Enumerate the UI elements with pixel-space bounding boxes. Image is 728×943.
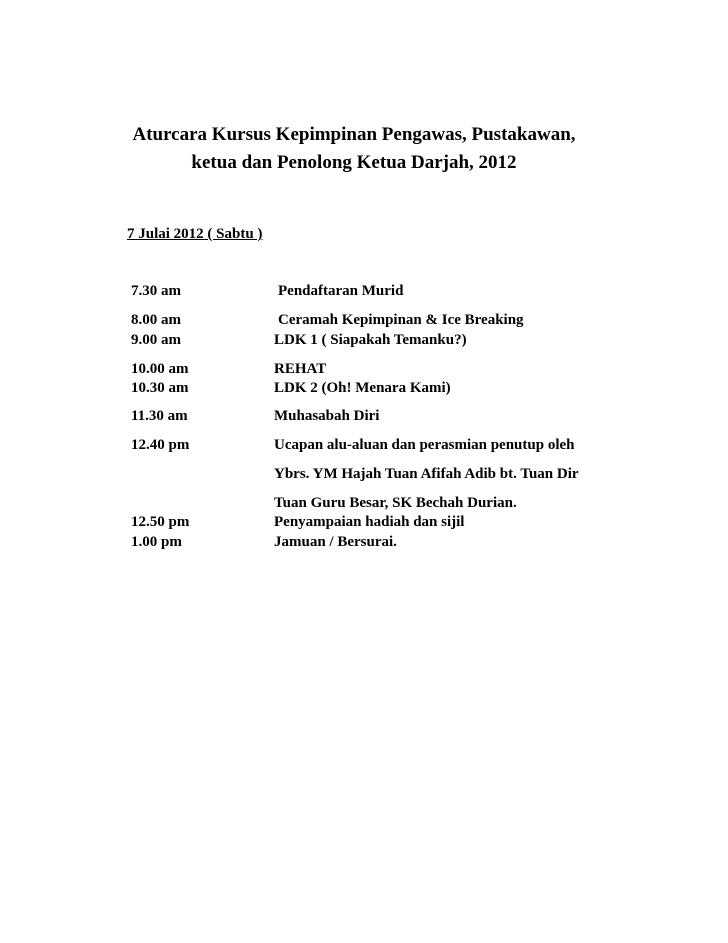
schedule-activity: LDK 2 (Oh! Menara Kami) — [274, 380, 451, 396]
schedule-activity: REHAT — [274, 361, 327, 377]
schedule-time: 11.30 am — [131, 408, 188, 424]
document-title-line-1: Aturcara Kursus Kepimpinan Pengawas, Pustakawan, — [132, 124, 576, 145]
schedule-activity: Jamuan / Bersurai. — [274, 534, 397, 550]
schedule-activity: Ybrs. YM Hajah Tuan Afifah Adib bt. Tuan Dir — [274, 466, 579, 482]
schedule-activity: Muhasabah Diri — [274, 408, 380, 424]
document-title-line-2: ketua dan Penolong Ketua Darjah, 2012 — [191, 152, 517, 173]
schedule-activity: Penyampaian hadiah dan sijil — [274, 514, 465, 530]
schedule-time: 9.00 am — [131, 332, 181, 348]
schedule-activity: Tuan Guru Besar, SK Bechah Durian. — [274, 495, 517, 511]
schedule-time: 1.00 pm — [131, 534, 182, 550]
schedule-time: 10.00 am — [131, 361, 189, 377]
schedule-time: 7.30 am — [131, 283, 181, 299]
schedule-time: 12.40 pm — [131, 437, 190, 453]
schedule-activity: LDK 1 ( Siapakah Temanku?) — [274, 332, 467, 348]
schedule-activity: Ucapan alu-aluan dan perasmian penutup oleh — [274, 437, 575, 453]
schedule-activity: Ceramah Kepimpinan & Ice Breaking — [278, 312, 524, 328]
schedule-activity: Pendaftaran Murid — [278, 283, 404, 299]
schedule-time: 10.30 am — [131, 380, 189, 396]
schedule-time: 12.50 pm — [131, 514, 190, 530]
schedule-time: 8.00 am — [131, 312, 181, 328]
date-heading: 7 Julai 2012 ( Sabtu ) — [127, 226, 263, 242]
